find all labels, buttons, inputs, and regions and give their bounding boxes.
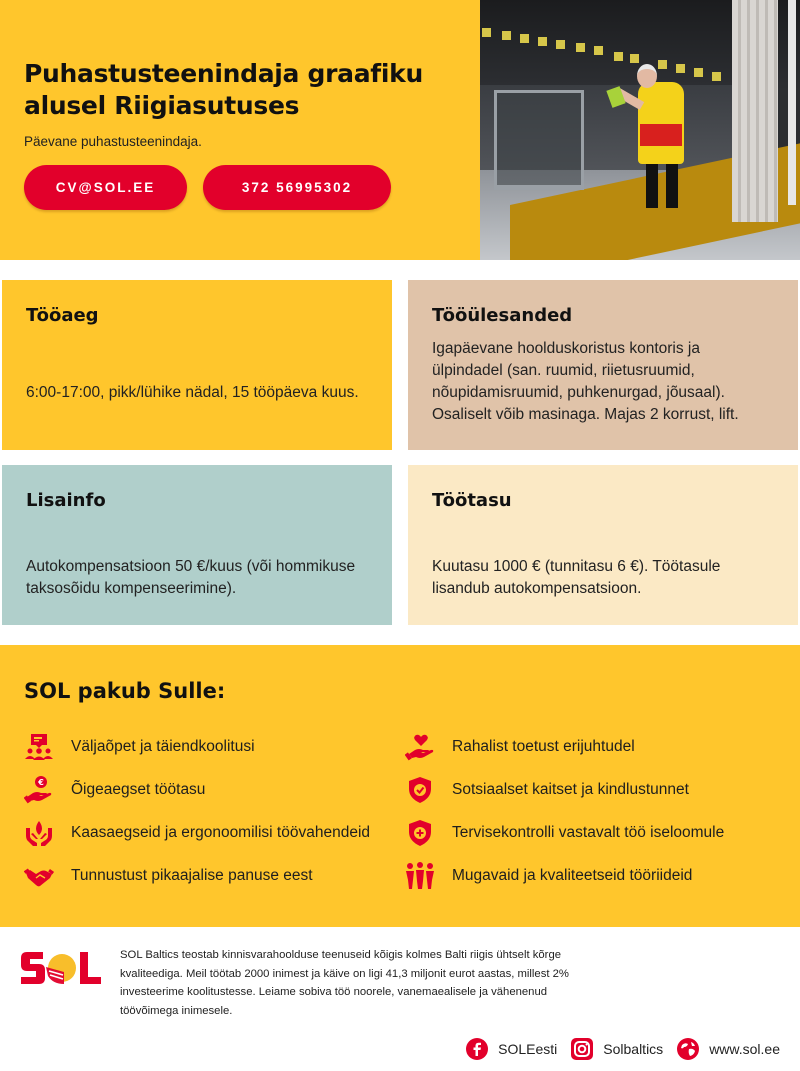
phone-button[interactable]: 372 56995302	[203, 165, 391, 210]
benefits-section	[0, 645, 800, 927]
card-text: Autokompensatsioon 50 €/kuus (või hommikuse taksosõidu kompenseerimine).	[26, 558, 356, 597]
social-label: www.sol.ee	[709, 1041, 780, 1057]
benefit-label: Sotsiaalset kaitset ja kindlustunnet	[452, 780, 689, 798]
card-text: 6:00-17:00, pikk/lühike nädal, 15 tööpäeva kuus.	[26, 384, 359, 401]
benefit-item	[22, 811, 370, 854]
header-text	[24, 58, 464, 149]
people-icon	[403, 859, 437, 893]
facebook-icon	[466, 1038, 488, 1060]
social-label: Solbaltics	[603, 1041, 664, 1057]
svg-text:€: €	[38, 777, 44, 787]
benefit-item	[22, 768, 370, 811]
card-duties	[408, 280, 798, 450]
benefit-item	[403, 811, 724, 854]
benefits-left-column	[22, 725, 370, 897]
benefit-label: Tunnustust pikaajalise panuse eest	[71, 866, 313, 884]
handshake-icon	[22, 859, 56, 893]
benefit-label: Õigeaegset töötasu	[71, 780, 206, 798]
job-title: Puhastusteenindaja graafiku alusel Riigiasutuses	[24, 59, 423, 120]
training-icon	[22, 730, 56, 764]
company-description: SOL Baltics teostab kinnisvarahoolduse teenuseid kõigis kolmes Balti riigis ühtselt kõrge kvaliteediga. Meil töötab 2000 inimest ja käive on ligi 41,3 miljonit eurot aastas, millest 2% investeerime koolitustesse. Leiame sobiva töö noorele, vanemaealisele ja vähenenud töövõimega inimesele.	[120, 949, 569, 1017]
card-text: Igapäevane hoolduskoristus kontoris ja ülpindadel (san. ruumid, riietusruumid, nõupidamisruumid, puhkenurgad, jõusaal). Osaliselt võib masinaga. Majas 2 korrust, lift.	[432, 340, 739, 423]
benefit-label: Väljaõpet ja täiendkoolitusi	[71, 737, 255, 755]
job-subtitle: Päevane puhastusteenindaja.	[24, 134, 202, 149]
benefits-right-column	[403, 725, 724, 897]
benefits-title: SOL pakub Sulle:	[24, 679, 226, 703]
sol-logo	[19, 950, 103, 986]
salary-hand-icon	[22, 773, 56, 807]
shield-check-icon	[403, 773, 437, 807]
hero-photo	[480, 0, 800, 260]
shield-plus-icon	[403, 816, 437, 850]
social-links	[462, 1038, 780, 1060]
card-title: Töötasu	[432, 490, 512, 511]
card-salary	[408, 465, 798, 625]
contact-buttons	[24, 165, 391, 210]
social-label: SOLEesti	[498, 1041, 558, 1057]
card-additional-info	[2, 465, 392, 625]
card-working-hours	[2, 280, 392, 450]
card-title: Tööaeg	[26, 305, 99, 326]
instagram-icon	[571, 1038, 593, 1060]
benefit-label: Mugavaid ja kvaliteetseid tööriideid	[452, 866, 693, 884]
benefit-item	[403, 725, 724, 768]
benefit-label: Tervisekontrolli vastavalt töö iseloomule	[452, 823, 725, 841]
benefit-label: Kaasaegseid ja ergonoomilisi töövahendeid	[71, 823, 371, 841]
email-button[interactable]: CV@SOL.EE	[24, 165, 187, 210]
card-title: Lisainfo	[26, 490, 106, 511]
benefit-label: Rahalist toetust erijuhtudel	[452, 737, 635, 755]
globe-icon	[677, 1038, 699, 1060]
plant-hands-icon	[22, 816, 56, 850]
instagram-link[interactable]	[571, 1038, 663, 1060]
benefit-item	[22, 725, 370, 768]
heart-hand-icon	[403, 730, 437, 764]
facebook-link[interactable]	[466, 1038, 557, 1060]
card-title: Tööülesanded	[432, 305, 573, 326]
card-text: Kuutasu 1000 € (tunnitasu 6 €). Töötasule lisandub autokompensatsioon.	[432, 558, 721, 597]
benefit-item	[22, 854, 370, 897]
benefit-item	[403, 768, 724, 811]
benefit-item	[403, 854, 724, 897]
website-link[interactable]	[677, 1038, 780, 1060]
